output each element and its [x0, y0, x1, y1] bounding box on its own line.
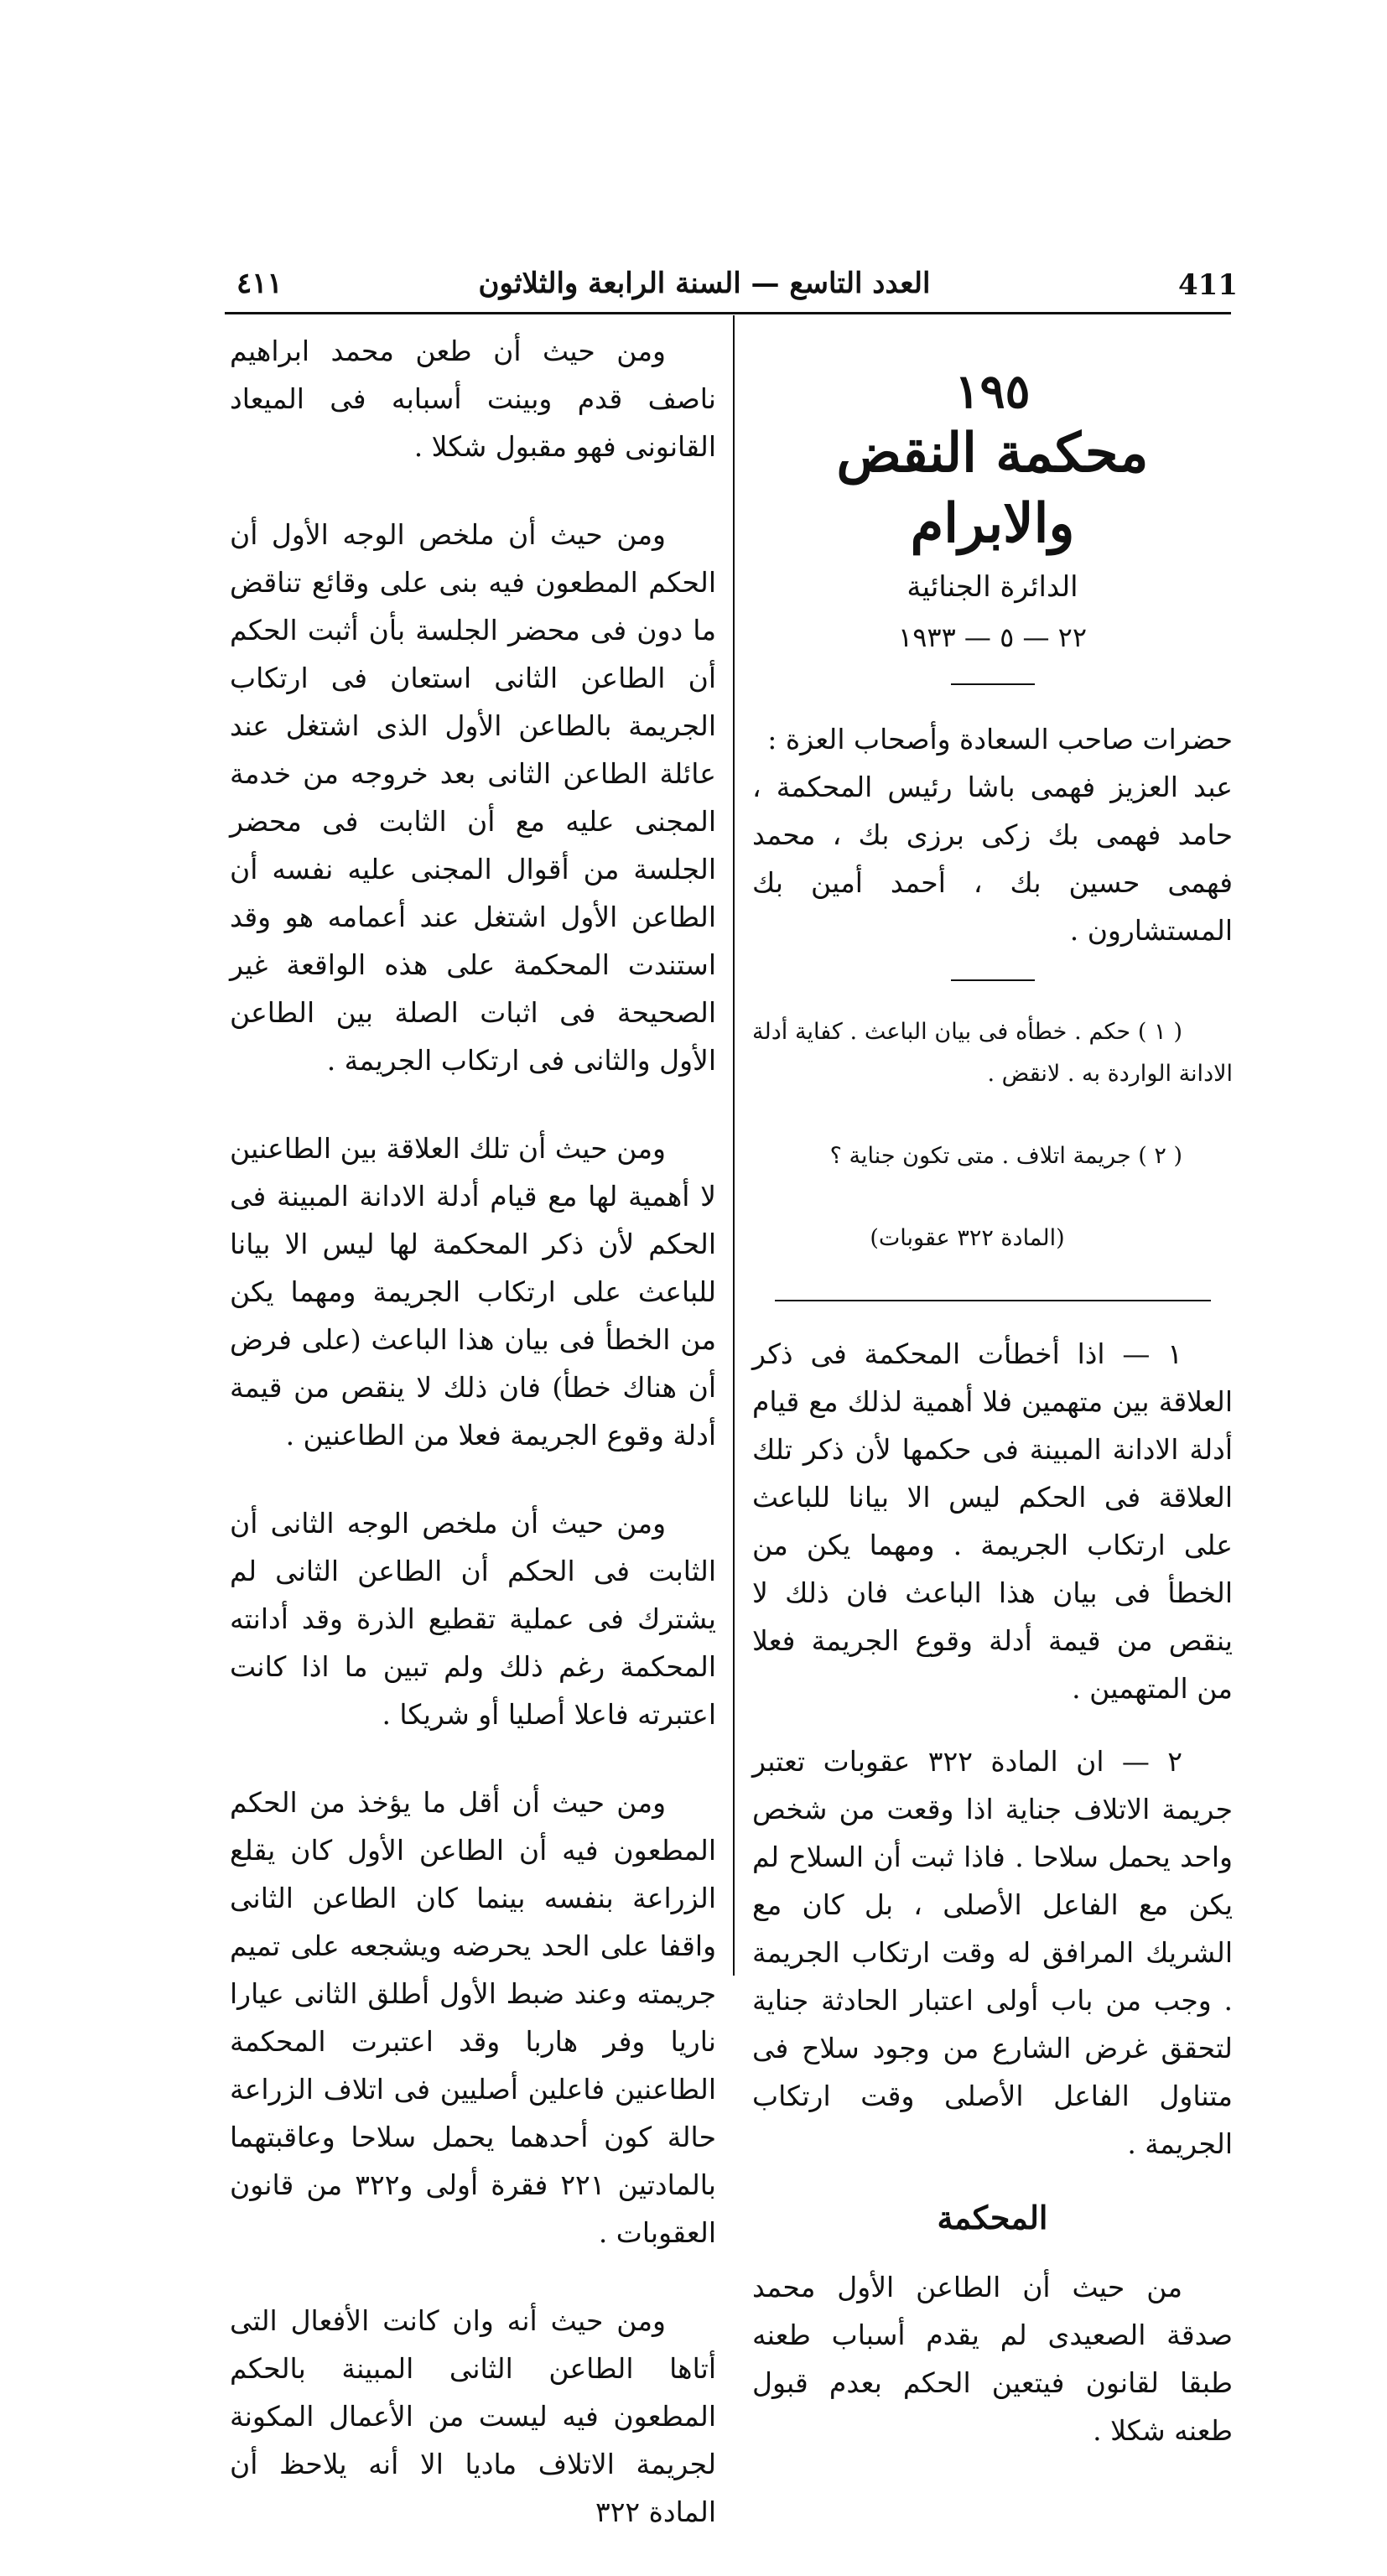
court-section-heading: المحكمة	[937, 2199, 1048, 2236]
page-number-arabic: ٤١١	[236, 267, 283, 300]
paragraph-4: ومن حيث أن ملخص الوجه الثانى أن الثابت فى الحكم أن الطاعن الثانى لم يشترك فى عملية تقطيع الذرة وقد أدانته المحكمة رغم ذلك ولم تبين ما اذا كانت اعتبرته فاعلا أصليا أو شريكا .	[230, 1507, 716, 1731]
paragraph-2: ومن حيث أن ملخص الوجه الأول أن الحكم المطعون فيه بنى على وقائع تناقض ما دون فى محضر الجلسة بأن أثبت الحكم أن الطاعن الثانى استعان فى ارتكاب الجريمة بالطاعن الأول الذى اشتغل عند عائلة الطاعن الثانى بعد خروجه من خدمة المجنى عليه مع أن الثابت فى محضر الجلسة من أقوال المجنى عليه نفسه أن الطاعن الأول اشتغل عند أعمامه هو وقد استندت المحكمة على هذه الواقعة غير الصحيحة فى اثبات الصلة بين الطاعن الأول والثانى فى ارتكاب الجريمة .	[230, 518, 716, 1077]
case-number: ١٩٥	[954, 364, 1031, 419]
right-column	[752, 327, 1233, 2495]
running-title: العدد التاسع — السنة الرابعة والثلاثون	[478, 267, 931, 300]
divider	[951, 683, 1035, 685]
court-name: محكمة النقض والابرام	[836, 422, 1149, 555]
paragraph-6: ومن حيث أنه وان كانت الأفعال التى أتاها الطاعن الثانى المبينة بالحكم المطعون فيه ليست من الأعمال المكونة لجريمة الاتلاف ماديا الا أنه يلاحظ أن المادة ٣٢٢	[230, 2304, 716, 2528]
divider	[951, 979, 1035, 981]
header-rule	[225, 312, 1231, 314]
paragraph-1: ومن حيث أن طعن محمد ابراهيم ناصف قدم وبينت أسبابه فى الميعاد القانونى فهو مقبول شكلا .	[230, 335, 716, 463]
headnote-1: ( ١ ) حكم . خطأه فى بيان الباعث . كفاية أدلة الادانة الواردة به . لانقض .	[752, 1019, 1233, 1087]
column-divider	[733, 315, 735, 1976]
divider	[775, 1300, 1211, 1301]
court-members: عبد العزيز فهمى باشا رئيس المحكمة ، حامد فهمى بك زكى برزى بك ، محمد فهمى حسين بك ، أحمد أمين بك المستشارون .	[752, 771, 1233, 947]
page-number-latin: 411	[1178, 268, 1238, 302]
principle-2: ٢ — ان المادة ٣٢٢ عقوبات تعتبر جريمة الاتلاف جناية اذا وقعت من شخص واحد يحمل سلاحا . فاذا ثبت أن السلاح لم يكن مع الفاعل الأصلى ، بل كان مع الشريك المرافق له وقت ارتكاب الجريمة . وجب من باب أولى اعتبار الحادثة جناية لتحقق غرض الشارع من وجود سلاح فى متناول الفاعل الأصلى وقت ارتكاب الجريمة .	[752, 1745, 1233, 2160]
greeting: حضرات صاحب السعادة وأصحاب العزة :	[767, 723, 1233, 756]
case-date: ٢٢ — ٥ — ١٩٣٣	[898, 621, 1087, 653]
left-column	[230, 327, 716, 2576]
paragraph-5: ومن حيث أن أقل ما يؤخذ من الحكم المطعون فيه أن الطاعن الأول كان يقلع الزراعة بنفسه بينما كان الطاعن الثانى واقفا على الحد يحرضه ويشجعه على تميم جريمته وعند ضبط الأول أطلق الثانى عيارا ناريا وفر هاربا وقد اعتبرت المحكمة الطاعنين فاعلين أصليين فى اتلاف الزراعة حالة كون أحدهما يحمل سلاحا وعاقبتهما بالمادتين ٢٢١ فقرة أولى و٣٢٢ من قانون العقوبات .	[230, 1786, 716, 2249]
ruling-paragraph: من حيث أن الطاعن الأول محمد صدقة الصعيدى لم يقدم أسباب طعنه طبقا لقانون فيتعين الحكم بعدم قبول طعنه شكلا .	[752, 2271, 1233, 2447]
principle-1: ١ — اذا أخطأت المحكمة فى ذكر العلاقة بين متهمين فلا أهمية لذلك مع قيام أدلة الادانة المبينة فى حكمها لأن ذكر تلك العلاقة فى الحكم ليس الا بيانا للباعث على ارتكاب الجريمة . ومهما يكن من الخطأ فى بيان هذا الباعث فان ذلك لا ينقص من قيمة أدلة وقوع الجريمة فعلا من المتهمين .	[752, 1337, 1233, 1705]
headnote-2: ( ٢ ) جريمة اتلاف . متى تكون جناية ؟	[829, 1143, 1182, 1169]
circuit-name: الدائرة الجنائية	[906, 570, 1078, 604]
headnote-reference: (المادة ٣٢٢ عقوبات)	[870, 1225, 1065, 1251]
paragraph-3: ومن حيث أن تلك العلاقة بين الطاعنين لا أهمية لها مع قيام أدلة الادانة المبينة فى الحكم لأن ذكر المحكمة لها ليس الا بيانا للباعث على ارتكاب الجريمة ومهما يكن من الخطأ فى بيان هذا الباعث (على فرض أن هناك خطأ) فان ذلك لا ينقص من قيمة أدلة وقوع الجريمة فعلا من الطاعنين .	[230, 1132, 716, 1452]
